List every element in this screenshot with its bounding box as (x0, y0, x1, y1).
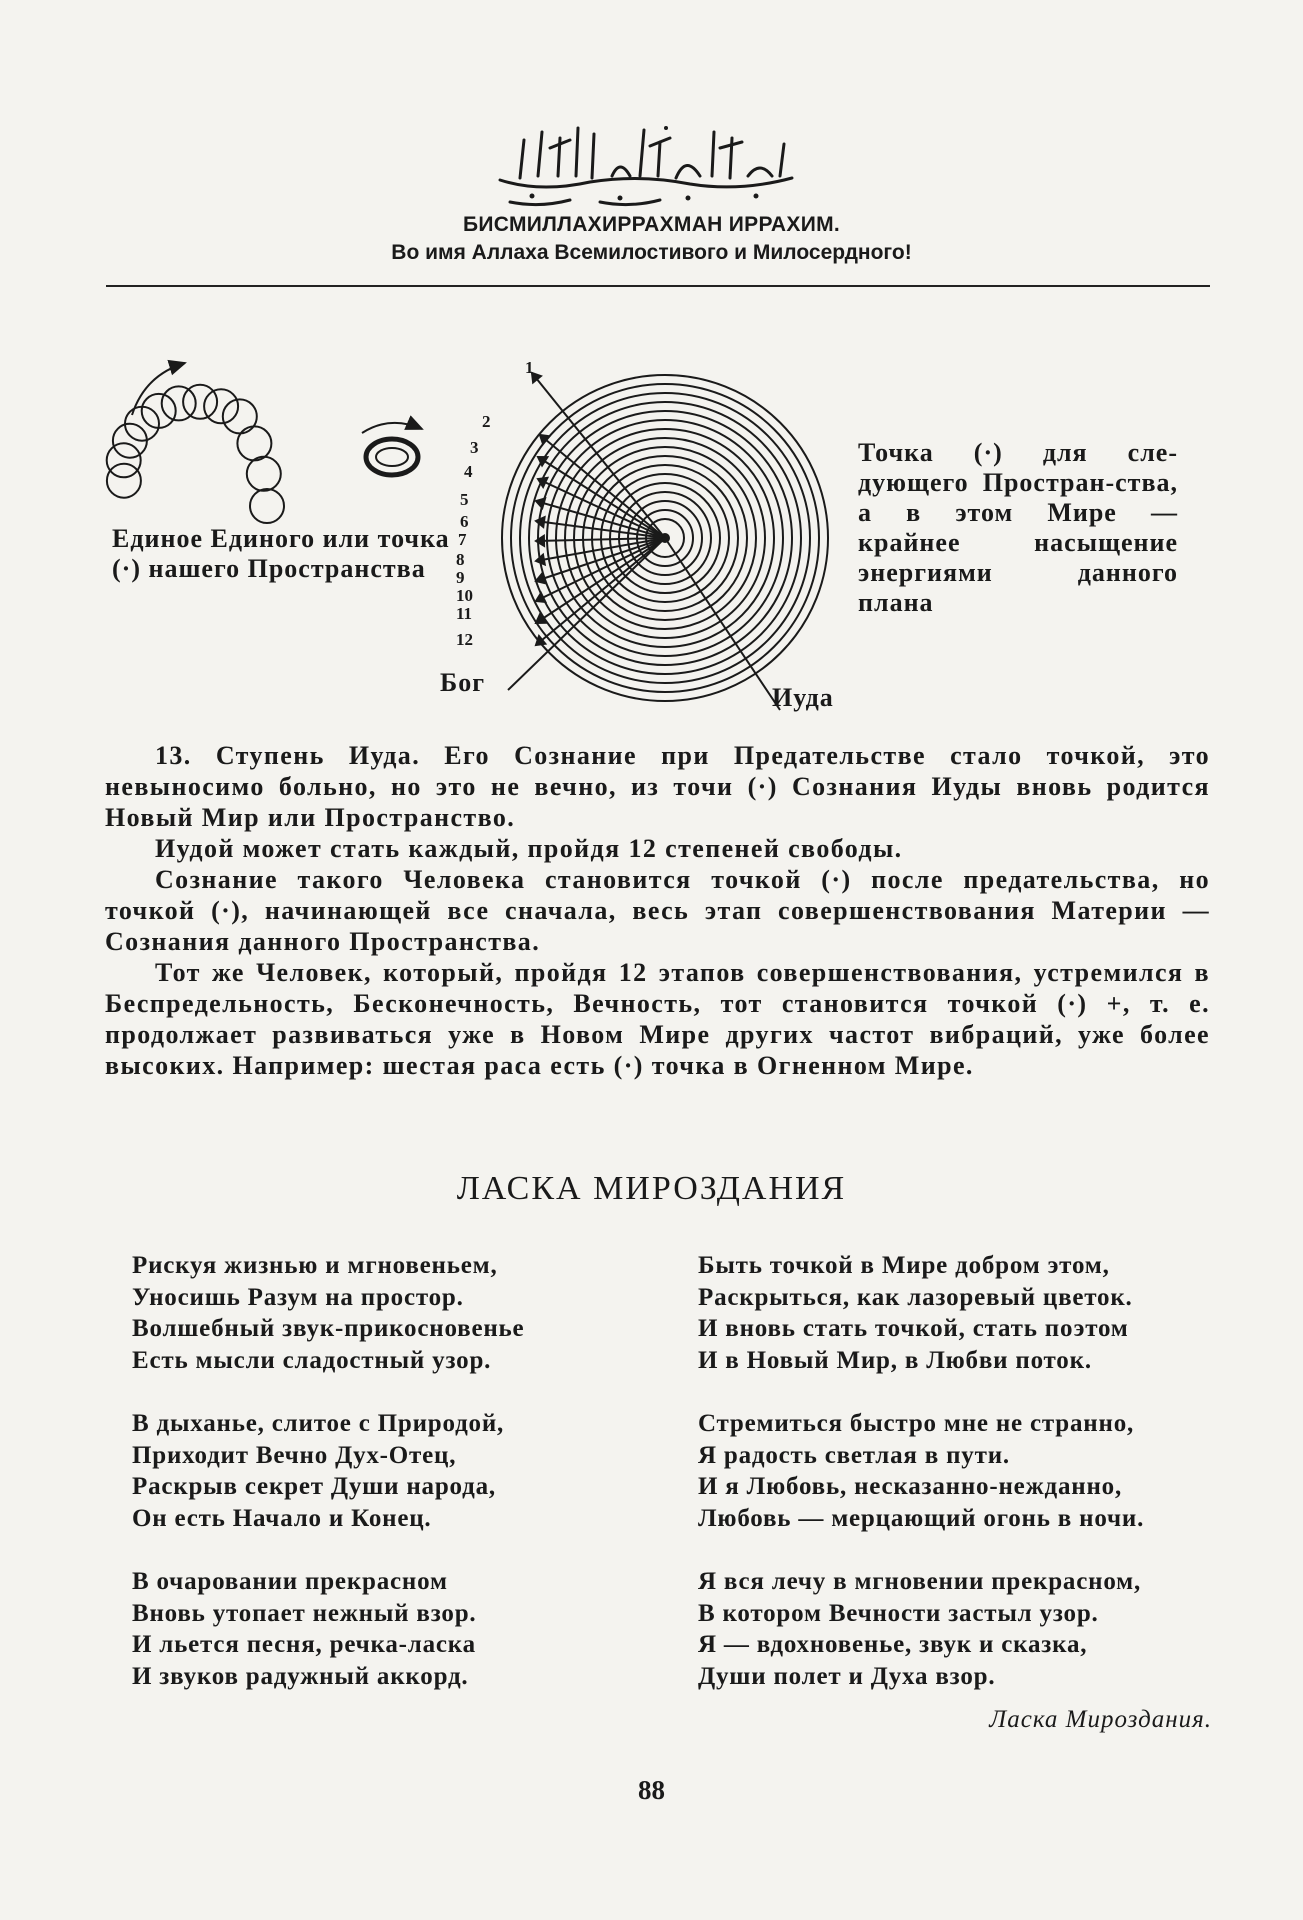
ring-arrow (362, 423, 422, 433)
ray-line (532, 373, 665, 538)
step-number: 6 (460, 512, 469, 531)
bismillah-title: БИСМИЛЛАХИРРАХМАН ИРРАХИМ. (462, 213, 841, 236)
small-ring (366, 439, 418, 475)
step-number: 3 (470, 438, 479, 457)
poem-line: Вновь утопает нежный взор. (132, 1599, 477, 1627)
poem-line: Раскрыться, как лазоревый цветок. (698, 1283, 1133, 1311)
step-number: 5 (460, 490, 469, 509)
paragraph: Сознание такого Человека становится точкой (·) после предательства, но точкой (·), начинающей все сначала, весь этап совершенствования Материи — Сознания данного Пространства. (105, 865, 1210, 956)
poem-line: И в Новый Мир, в Любви поток. (698, 1346, 1092, 1374)
poem-line: Я радость светлая в пути. (698, 1441, 1010, 1469)
poem-line: Я — вдохновенье, звук и сказка, (698, 1631, 1088, 1658)
ray-arrowhead (536, 517, 545, 527)
stanza (132, 1566, 592, 1692)
spiral-circle (183, 385, 217, 419)
poem-line: И я Любовь, несказанно-нежданно, (698, 1473, 1123, 1500)
step-number: 2 (482, 412, 491, 431)
poem-line: Волшебный звук-прикосновенье (132, 1315, 525, 1342)
spiral-circle (204, 389, 238, 423)
poem-right-column (698, 1250, 1218, 1724)
label-bog: Бог (440, 668, 485, 697)
step-number: 8 (456, 550, 465, 569)
step-number: 1 (525, 358, 534, 377)
bismillah-translation: Во имя Аллаха Всемилостивого и Милосердного! (391, 241, 912, 264)
poem-line: Души полет и Духа взор. (698, 1662, 996, 1690)
ray-arrowhead (536, 593, 545, 602)
ray-arrowhead (536, 555, 545, 565)
spiral-circle (223, 399, 257, 433)
label-iuda: Иуда (772, 683, 834, 712)
spiral-circle (250, 489, 284, 523)
poem-line: И вновь стать точкой, стать поэтом (698, 1315, 1129, 1342)
paragraph: 13. Ступень Иуда. Его Сознание при Предательстве стало точкой, это невыносимо больно, но это не вечно, из точи (·) Сознания Иуды вновь родится Новый Мир или Пространство. (105, 741, 1210, 832)
page-number: 88 (638, 1775, 665, 1805)
paragraph: Тот же Человек, который, пройдя 12 этапов совершенствования, устремился в Беспредельность, Бесконечность, Вечность, тот становится точкой (·) +, т. е. продолжает развиваться уже в Новом Мире других частот вибраций, уже более высоких. Например: шестая раса есть (·) точка в Огненном Мире. (105, 958, 1210, 1080)
body-text (105, 740, 1210, 1081)
poem-line: Раскрыв секрет Души народа, (132, 1473, 496, 1500)
spiral-circle (237, 426, 271, 460)
poem-line: Любовь — мерцающий огонь в ночи. (698, 1504, 1145, 1532)
step-number: 10 (456, 586, 473, 605)
poem-line: Он есть Начало и Конец. (132, 1504, 432, 1532)
poem-line: Быть точкой в Мире добром этом, (698, 1252, 1110, 1279)
poem-title: ЛАСКА МИРОЗДАНИЯ (456, 1170, 847, 1207)
poem-line: Я вся лечу в мгновении прекрасном, (698, 1568, 1142, 1595)
step-number: 11 (456, 604, 473, 623)
bismillah-calligraphy (480, 118, 810, 210)
spiral-circle (107, 443, 141, 477)
stanza (698, 1408, 1218, 1534)
paragraph: Иудой может стать каждый, пройдя 12 степеней свободы. (155, 834, 903, 863)
ray-arrowhead (536, 498, 545, 508)
circle-spiral-arc (107, 385, 284, 523)
poem-line: И звуков радужный аккорд. (132, 1662, 469, 1690)
poem-line: И льется песня, речка-ласка (132, 1631, 476, 1658)
poem-left-column (132, 1250, 592, 1724)
stanza (132, 1250, 592, 1376)
poem-line: Есть мысли сладостный узор. (132, 1346, 492, 1374)
poem-line: Приходит Вечно Дух-Отец, (132, 1441, 457, 1469)
step-number: 7 (458, 530, 467, 549)
caption-left: Единое Единого или точка (·) нашего Пространства (112, 524, 450, 583)
poem-line: В очаровании прекрасном (132, 1568, 448, 1595)
poem-line: В котором Вечности застыл узор. (698, 1599, 1099, 1627)
caption-right: Точка (·) для сле-дующего Простран-ства, а в этом Мире — крайнее насыщение энергиями данного плана (858, 438, 1178, 617)
stanza (698, 1250, 1218, 1376)
stanza (698, 1566, 1218, 1692)
poem-line: В дыханье, слитое с Природой, (132, 1410, 505, 1437)
poem-line: Рискуя жизнью и мгновеньем, (132, 1252, 498, 1279)
poem-line: Стремиться быстро мне не странно, (698, 1410, 1135, 1437)
poem-signature: Ласка Мироздания. (989, 1706, 1212, 1733)
step-number: 9 (456, 568, 465, 587)
spiral-circle (107, 464, 141, 498)
stanza (132, 1408, 592, 1534)
step-number: 4 (464, 462, 473, 481)
poem-line: Уносишь Разум на простор. (132, 1283, 464, 1311)
spiral-circle (247, 457, 281, 491)
header-divider (106, 285, 1210, 287)
step-number: 12 (456, 630, 473, 649)
